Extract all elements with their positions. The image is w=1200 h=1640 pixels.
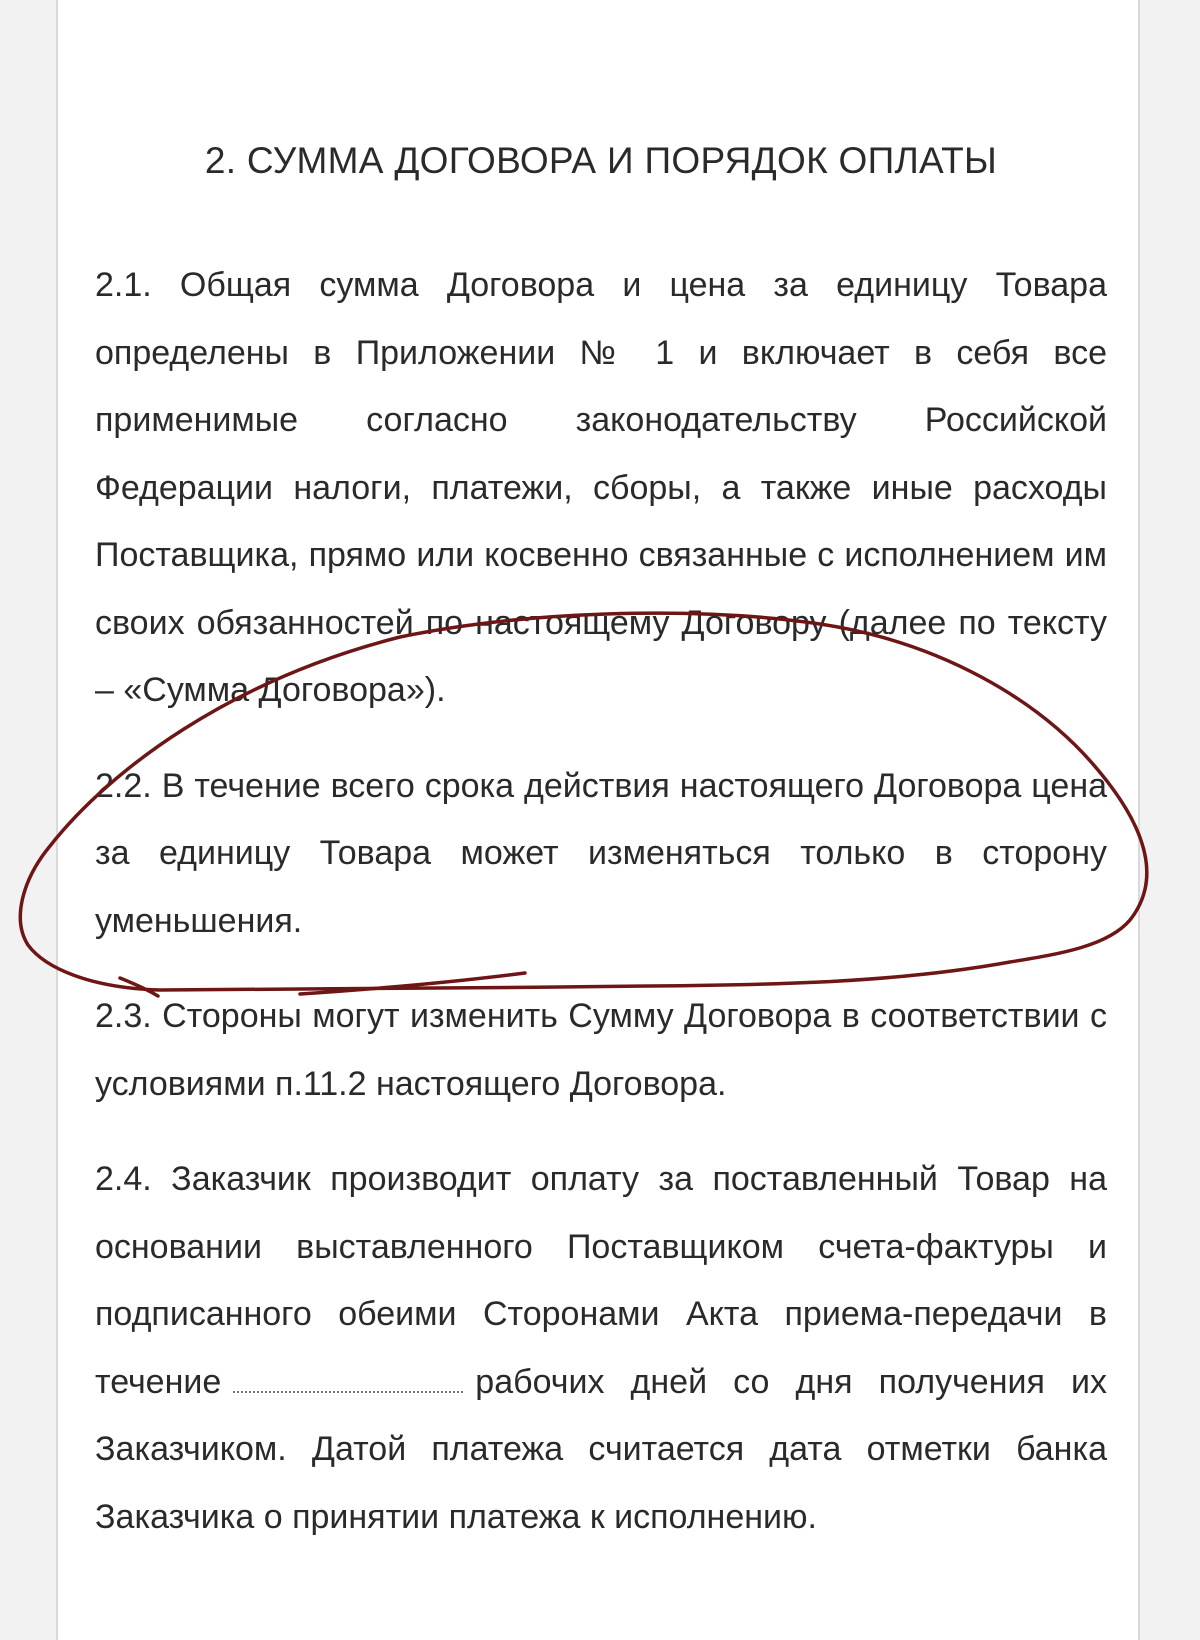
blank-days-field (233, 1371, 463, 1393)
section-heading: 2. СУММА ДОГОВОРА И ПОРЯДОК ОПЛАТЫ (204, 140, 998, 181)
clause-2-4-text-before: 2.4. Заказчик производит оплату за поставленный Товар на основании выставленного Поставщиком счета-фактуры и подписанного обеими Сторонами Акта приема-передачи в течение (95, 1160, 1107, 1401)
clause-2-3: 2.3. Стороны могут изменить Сумму Договора в соответствии с условиями п.11.2 настоящего Договора. (95, 997, 1107, 1103)
clause-2-1: 2.1. Общая сумма Договора и цена за единицу Товара определены в Приложении № 1 и включает в себя все применимые согласно законодательству Российской Федерации налоги, платежи, сборы, а также иные расходы Поставщика, прямо или косвенно связанные с исполнением им своих обязанностей по настоящему Договору (далее по тексту – «Сумма Договора»). (95, 266, 1107, 709)
document-page (56, 0, 1140, 1640)
clause-2-4-text-after: рабочих дней со дня получения их Заказчиком. Датой платежа считается дата отметки банка Заказчика о принятии платежа к исполнению. (95, 1362, 1107, 1536)
clause-2-4 (95, 1146, 1107, 1551)
document-content (95, 136, 1107, 1579)
clause-2-2: 2.2. В течение всего срока действия настоящего Договора цена за единицу Товара может изменяться только в сторону уменьшения. (95, 766, 1107, 940)
